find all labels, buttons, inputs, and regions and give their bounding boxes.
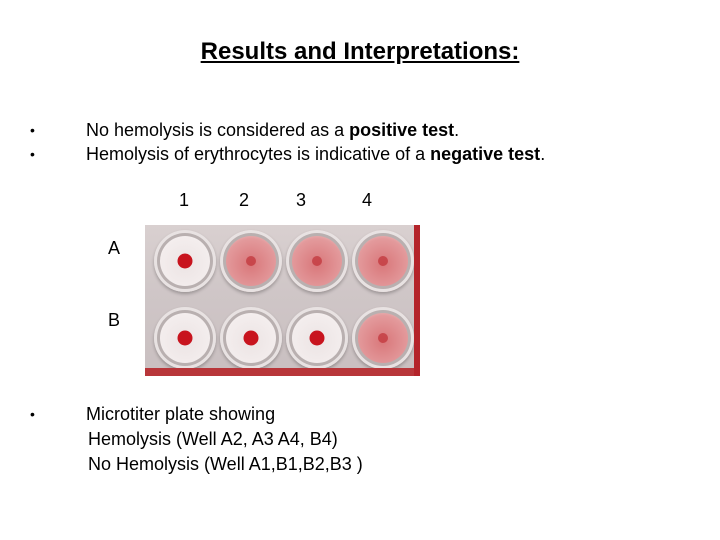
bullet-text-bold: negative test xyxy=(430,144,541,164)
bullet-text-pre: Hemolysis of erythrocytes is indicative of a xyxy=(86,144,431,164)
column-label-2: 2 xyxy=(239,190,250,210)
microtiter-plate-photo xyxy=(145,225,420,376)
well-pellet xyxy=(244,331,259,346)
bullet-text-bold: positive test xyxy=(349,120,455,140)
column-label-1: 1 xyxy=(179,190,190,210)
well-pellet xyxy=(246,256,256,266)
well-a1 xyxy=(154,230,216,292)
row-label-b: B xyxy=(108,310,121,330)
bullet-text-post: . xyxy=(454,120,460,140)
well-pellet xyxy=(310,331,325,346)
bullet-text-post: . xyxy=(540,144,546,164)
caption-line-1: Microtiter plate showing xyxy=(86,404,276,424)
bullet-text-pre: No hemolysis is considered as a xyxy=(86,120,350,140)
well-b2 xyxy=(220,307,282,369)
row-label-a: A xyxy=(108,238,121,258)
well-pellet xyxy=(378,333,388,343)
well-pellet xyxy=(378,256,388,266)
well-pellet xyxy=(178,331,193,346)
bullet-dot: • xyxy=(30,122,35,138)
page-title: Results and Interpretations: xyxy=(200,38,520,65)
well-a3 xyxy=(286,230,348,292)
well-b3 xyxy=(286,307,348,369)
well-a4 xyxy=(352,230,414,292)
well-pellet xyxy=(178,254,193,269)
column-label-4: 4 xyxy=(362,190,373,210)
bullet-dot: • xyxy=(30,406,35,422)
caption-line-2: Hemolysis (Well A2, A3 A4, B4) xyxy=(88,429,338,449)
bullet-text xyxy=(86,142,545,166)
column-label-3: 3 xyxy=(296,190,307,210)
bullet-dot: • xyxy=(30,146,35,162)
bullet-text xyxy=(86,118,459,142)
well-a2 xyxy=(220,230,282,292)
well-b4 xyxy=(352,307,414,369)
caption-line-3: No Hemolysis (Well A1,B1,B2,B3 ) xyxy=(88,454,363,474)
well-b1 xyxy=(154,307,216,369)
well-pellet xyxy=(312,256,322,266)
